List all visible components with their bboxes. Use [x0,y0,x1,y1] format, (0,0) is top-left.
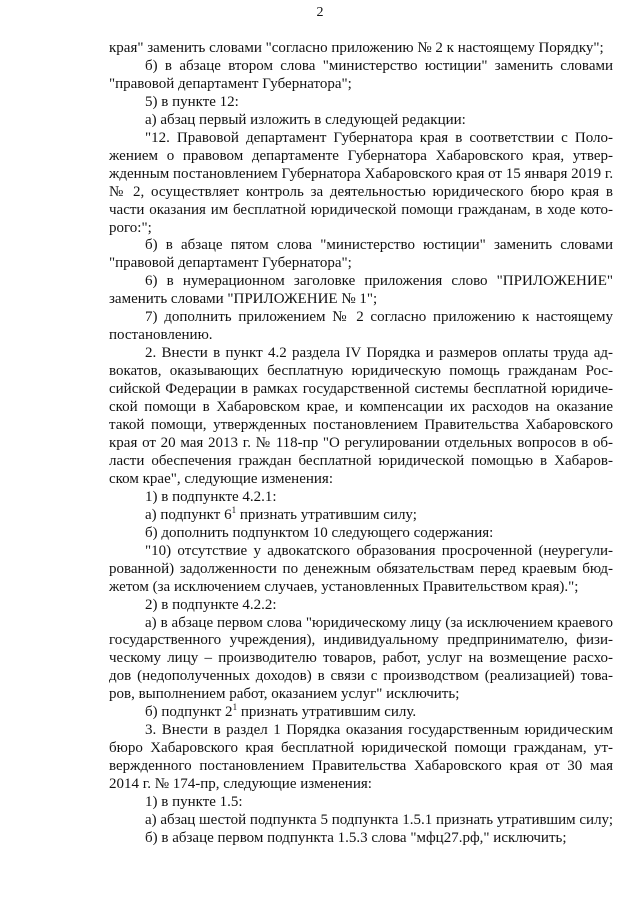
text-line-content: постановлению. [109,327,213,344]
text-line-content: а) подпункт 6 [145,506,232,523]
text-line [109,309,613,327]
text-line-content: 7) дополнить приложением № 2 согласно приложению к настоящему [145,309,613,326]
text-line [109,525,613,543]
text-line-content: вержденного постановлением Правительства Хабаровского края от 30 мая [109,758,613,775]
text-line [109,579,613,597]
text-line [109,489,613,507]
text-line-content: б) дополнить подпунктом 10 следующего содержания: [145,524,494,541]
text-line [109,435,613,453]
text-line-content: такой помощи, утвержденных постановлением Правительства Хабаровского [109,417,613,434]
text-line-content: ском крае", следующие изменения: [109,470,333,487]
text-line-content: 2. Внести в пункт 4.2 раздела IV Порядка и размеров оплаты труда ад- [145,345,613,362]
text-line-content: б) подпункт 2 [145,704,233,721]
document-body [109,40,613,848]
text-line [109,166,613,184]
text-line [109,40,613,58]
page-number: 2 [316,5,324,20]
text-line-content: ской помощи в Хабаровском крае, и компенсации их расходов на оказание [109,399,613,416]
text-line [109,740,613,758]
text-line-content: 1) в подпункте 4.2.1: [145,488,277,505]
text-line-content: "10) отсутствие у адвокатского образования просроченной (неурегули- [145,542,613,559]
text-line-content: дов (недополученных доходов) в связи с производством (реализацией) това- [109,668,613,685]
text-line-content: жетом (за исключением случаев, установленных Правительством края)."; [109,578,579,595]
text-line [109,237,613,255]
text-line-content: ров, выполнением работ, оказанием услуг" исключить; [109,686,460,703]
text-line [109,704,613,722]
superscript: 1 [231,504,237,515]
text-line-content: края от 20 мая 2013 г. № 118-пр "О регулировании отдельных вопросов в об- [109,434,613,451]
text-line [109,417,613,435]
text-line [109,345,613,363]
text-line [109,130,613,148]
text-line [109,471,613,489]
text-line [109,58,613,76]
text-line [109,363,613,381]
text-line-content: 2) в подпункте 4.2.2: [145,596,277,613]
text-line-content: ласти обеспечения граждан бесплатной юридической помощью в Хабаров- [109,452,613,469]
text-line [109,830,613,848]
text-line [109,722,613,740]
text-line [109,561,613,579]
text-line [109,184,613,202]
text-line-content: 1) в пункте 1.5: [145,794,243,811]
text-line [109,543,613,561]
text-line-continuation: признать утратившим силу; [236,506,417,523]
text-line-content: жением о правовом департаменте Губернатора Хабаровского края, утвер- [109,147,613,164]
text-line-content: ческому лицу – производителю товаров, работ, услуг на возмещение расхо- [109,650,613,667]
text-line [109,794,613,812]
text-line-content: б) в абзаце втором слова "министерство юстиции" заменить словами [145,57,613,74]
text-line-content: 3. Внести в раздел 1 Порядка оказания государственным юридическим [145,722,613,739]
text-line-content: б) в абзаце первом подпункта 1.5.3 слова "мфц27.рф," исключить; [145,829,567,846]
text-line [109,776,613,794]
text-line-content: "12. Правовой департамент Губернатора края в соответствии с Поло- [145,129,613,146]
text-line [109,148,613,166]
text-line-content: 6) в нумерационном заголовке приложения слово "ПРИЛОЖЕНИЕ" [145,273,613,290]
text-line-content: рованной) задолженности по денежным обязательствам перед краевым бюд- [109,560,613,577]
text-line-continuation: признать утратившим силу. [237,704,417,721]
text-line [109,220,613,238]
text-line-content: 2014 г. № 174-пр, следующие изменения: [109,776,372,793]
text-line-content: а) в абзаце первом слова "юридическому лицу (за исключением краевого [145,614,613,631]
superscript: 1 [232,702,238,713]
text-line [109,399,613,417]
text-line [109,504,613,525]
text-line-content: жденным постановлением Губернатора Хабаровского края от 15 января 2019 г. [109,165,614,182]
text-line [109,668,613,686]
text-line-content: государственного учреждения), индивидуальному предпринимателю, физи- [109,632,613,649]
text-line-content: рого:"; [109,219,152,236]
text-line-content: вокатов, оказывающих бесплатную юридическую помощь гражданам Рос- [109,363,613,380]
text-line-content: "правовой департамент Губернатора"; [109,255,352,272]
text-line-content: бюро Хабаровского края бесплатной юридической помощи гражданам, ут- [109,740,613,757]
text-line [109,291,613,309]
text-line [109,686,613,704]
text-line-content: № 2, осуществляет контроль за деятельностью юридического бюро края в [109,183,613,200]
text-line [109,76,613,94]
text-line-content: заменить словами "ПРИЛОЖЕНИЕ № 1"; [109,291,378,308]
text-line [109,650,613,668]
text-line [109,255,613,273]
text-line [109,381,613,399]
text-line-content: 5) в пункте 12: [145,93,239,110]
text-line [109,632,613,650]
text-line-content: сийской Федерации в рамках государственной системы бесплатной юридиче- [109,381,613,398]
text-line [109,202,613,220]
text-line [109,453,613,471]
text-line-content: а) абзац шестой подпункта 5 подпункта 1.5.1 признать утратившим силу; [145,811,614,828]
text-line-content: части оказания им бесплатной юридической помощи гражданам, в ходе кото- [109,201,613,218]
text-line [109,112,613,130]
text-line [109,327,613,345]
text-line-content: б) в абзаце пятом слова "министерство юстиции" заменить словами [145,237,613,254]
text-line [109,273,613,291]
text-line [109,615,613,633]
text-line [109,597,613,615]
text-line-content: а) абзац первый изложить в следующей редакции: [145,111,466,128]
text-line [109,94,613,112]
text-line [109,758,613,776]
text-line-content: "правовой департамент Губернатора"; [109,75,352,92]
text-line-content: края" заменить словами "согласно приложению № 2 к настоящему Порядку"; [109,40,604,56]
text-line [109,812,613,830]
